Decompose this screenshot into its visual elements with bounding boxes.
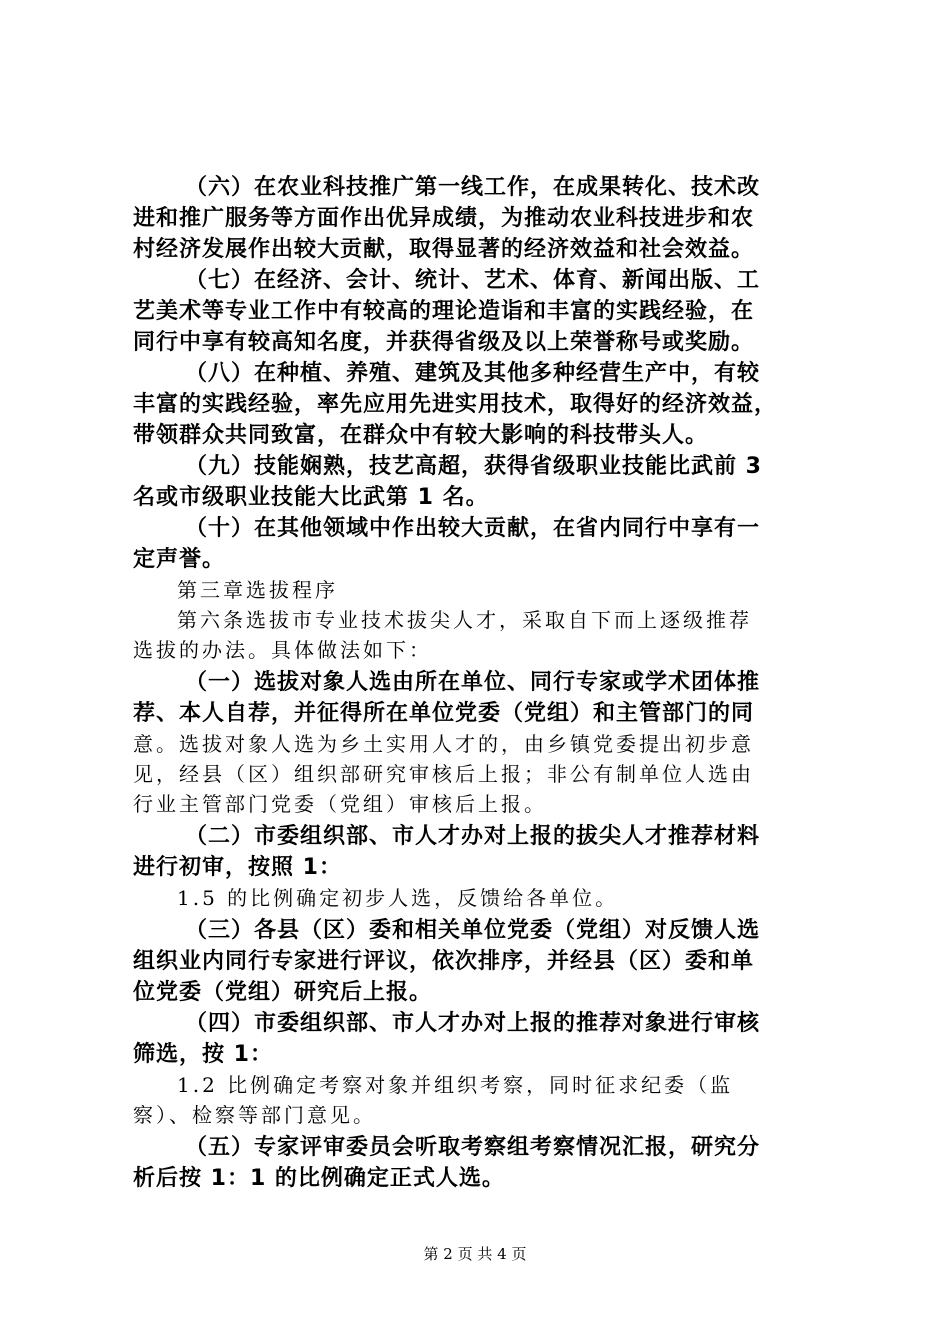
text-line: （十）在其他领域中作出较大贡献，在省内同行中享有一 [185,516,761,541]
text-line: 带领群众共同致富，在群众中有较大影响的科技带头人。 [133,423,709,448]
text-line: （八）在种植、养殖、建筑及其他多种经营生产中，有较 [185,361,761,386]
text-line: 筛选，按 1： [133,1042,273,1067]
text-line: （二）市委组织部、市人才办对上报的拔尖人才推荐材料 [185,824,761,849]
text-line: 位党委（党组）研究后上报。 [133,980,433,1005]
text-line: 艺美术等专业工作中有较高的理论造诣和丰富的实践经验，在 [133,299,755,324]
document-body [133,172,833,1194]
text-line: （六）在农业科技推广第一线工作，在成果转化、技术改 [185,175,761,200]
page-number-footer: 第 2 页 共 4 页 [423,1245,527,1263]
text-line: （七）在经济、会计、统计、艺术、体育、新闻出版、工 [185,268,761,293]
text-line: （三）各县（区）委和相关单位党委（党组）对反馈人选 [185,918,761,943]
text-line: 察）、检察等部门意见。 [133,1103,376,1127]
text-line: 组织业内同行专家进行评议，依次排序，并经县（区）委和单 [133,949,755,974]
text-line: 定声誉。 [133,547,226,572]
text-line: 同行中享有较高知名度，并获得省级及以上荣誉称号或奖励。 [133,330,755,355]
text-line: 意。选拔对象人选为乡土实用人才的，由乡镇党委提出初步意 [133,732,754,756]
text-line: （五）专家评审委员会听取考察组考察情况汇报，研究分 [185,1135,761,1160]
text-line: （九）技能娴熟，技艺高超，获得省级职业技能比武前 3 [185,454,762,479]
text-line: 荐、本人自荐，并征得所在单位党委（党组）和主管部门的同 [133,701,755,726]
text-line: 1.2 比例确定考察对象并组织考察，同时征求纪委（监 [177,1073,734,1097]
text-line: 进和推广服务等方面作出优异成绩，为推动农业科技进步和农 [133,206,755,231]
text-line: 名或市级职业技能大比武第 1 名。 [133,485,489,510]
text-line: 选拔的办法。具体做法如下： [133,638,432,662]
text-line: 1.5 的比例确定初步人选，反馈给各单位。 [177,886,619,910]
text-line: （一）选拔对象人选由所在单位、同行专家或学术团体推 [185,670,761,695]
chapter-heading: 第三章选拔程序 [177,578,338,602]
text-line: 见，经县（区）组织部研究审核后上报；非公有制单位人选由 [133,762,754,786]
text-line: 行业主管部门党委（党组）审核后上报。 [133,792,547,816]
text-line: 村经济发展作出较大贡献，取得显著的经济效益和社会效益。 [133,237,755,262]
text-line: 丰富的实践经验，率先应用先进实用技术，取得好的经济效益， [133,392,778,417]
text-line: 进行初审，按照 1： [133,855,342,880]
text-line: （四）市委组织部、市人才办对上报的推荐对象进行审核 [185,1011,761,1036]
text-line: 第六条选拔市专业技术拔尖人才，采取自下而上逐级推荐 [177,608,752,632]
text-line: 析后按 1：1 的比例确定正式人选。 [133,1166,505,1191]
